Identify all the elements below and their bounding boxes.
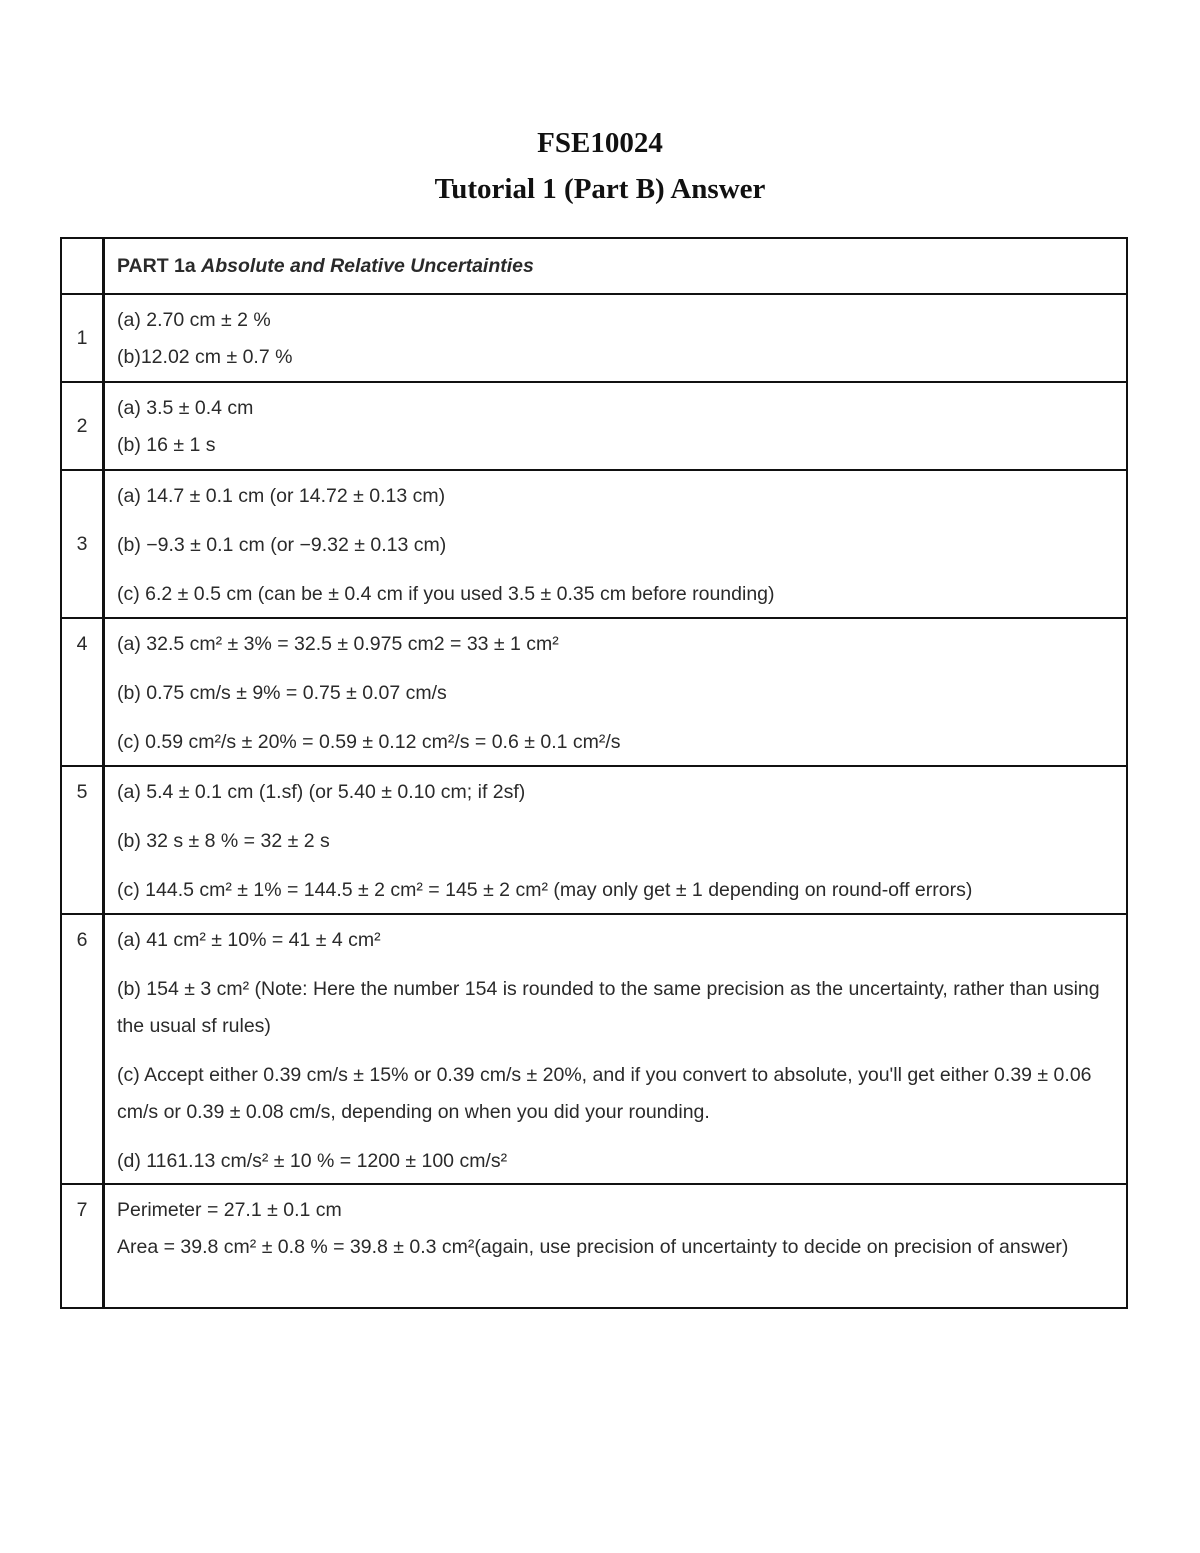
row-content-cell: [104, 1184, 1128, 1308]
answer-line: Area = 39.8 cm² ± 0.8 % = 39.8 ± 0.3 cm²(again, use precision of uncertainty to decide on precision of answer): [117, 1236, 1069, 1258]
answer-line: (b) 32 s ± 8 % = 32 ± 2 s: [117, 830, 330, 852]
row-number: 3: [76, 532, 88, 555]
answer-line: (a) 14.7 ± 0.1 cm (or 14.72 ± 0.13 cm): [117, 485, 446, 507]
answer-line: (c) 6.2 ± 0.5 cm (can be ± 0.4 cm if you used 3.5 ± 0.35 cm before rounding): [117, 583, 775, 605]
tutorial-title: Tutorial 1 (Part B) Answer: [434, 173, 766, 205]
answer-line: (a) 5.4 ± 0.1 cm (1.sf) (or 5.40 ± 0.10 cm; if 2sf): [117, 781, 526, 803]
row-number-cell: [61, 294, 104, 382]
answer-line: (c) Accept either 0.39 cm/s ± 15% or 0.39 cm/s ± 20%, and if you convert to absolute, you'll get either 0.39 ± 0.06 cm/s or 0.39 ± 0.08 cm/s, depending on when you did your rounding.: [117, 1064, 1092, 1123]
document-title: [0, 120, 1200, 212]
header-number-cell: [61, 238, 104, 294]
row-number-cell: [61, 914, 104, 1184]
row-number-cell: [61, 1184, 104, 1308]
row-number-cell: [61, 470, 104, 618]
answer-line: (a) 3.5 ± 0.4 cm: [117, 397, 254, 419]
answer-line: (b) 154 ± 3 cm² (Note: Here the number 154 is rounded to the same precision as the uncertainty, rather than using the usual sf rules): [117, 978, 1100, 1037]
header-content-cell: [104, 238, 1128, 294]
row-content-cell: [104, 470, 1128, 618]
table-row: [61, 914, 1127, 1184]
table-row: [61, 470, 1127, 618]
answer-line: (a) 32.5 cm² ± 3% = 32.5 ± 0.975 cm2 = 33 ± 1 cm²: [117, 633, 559, 655]
answer-line: (c) 0.59 cm²/s ± 20% = 0.59 ± 0.12 cm²/s = 0.6 ± 0.1 cm²/s: [117, 731, 621, 753]
answer-line: (b)12.02 cm ± 0.7 %: [117, 346, 293, 368]
row-content-cell: [104, 766, 1128, 914]
answer-line: (c) 144.5 cm² ± 1% = 144.5 ± 2 cm² = 145 ± 2 cm² (may only get ± 1 depending on round-off errors): [117, 879, 973, 901]
answer-line: (d) 1161.13 cm/s² ± 10 % = 1200 ± 100 cm/s²: [117, 1150, 508, 1172]
answer-line: (b) 0.75 cm/s ± 9% = 0.75 ± 0.07 cm/s: [117, 682, 447, 704]
row-content-cell: [104, 618, 1128, 766]
row-number: 4: [76, 633, 88, 655]
answer-line: (a) 41 cm² ± 10% = 41 ± 4 cm²: [117, 929, 381, 951]
row-number: 6: [76, 929, 88, 951]
row-number: 2: [76, 414, 88, 437]
part-label: PART 1a: [117, 255, 196, 277]
row-content-cell: [104, 914, 1128, 1184]
row-number: 7: [76, 1199, 88, 1221]
answers-table: [60, 237, 1128, 1309]
table-header-row: [61, 238, 1127, 294]
row-number: 1: [76, 326, 88, 349]
table-row: [61, 294, 1127, 382]
table-row: [61, 618, 1127, 766]
part-title: Absolute and Relative Uncertainties: [201, 255, 534, 277]
row-number-cell: [61, 382, 104, 470]
course-code: FSE10024: [537, 127, 663, 159]
row-content-cell: [104, 382, 1128, 470]
part-heading: [117, 239, 1118, 293]
answer-line: Perimeter = 27.1 ± 0.1 cm: [117, 1199, 342, 1221]
table-row: [61, 766, 1127, 914]
table-row: [61, 382, 1127, 470]
answer-line: (a) 2.70 cm ± 2 %: [117, 309, 271, 331]
row-number-cell: [61, 618, 104, 766]
row-content-cell: [104, 294, 1128, 382]
row-number-cell: [61, 766, 104, 914]
answer-line: (b) 16 ± 1 s: [117, 434, 216, 456]
row-number: 5: [76, 781, 88, 803]
table-row: [61, 1184, 1127, 1308]
answer-line: (b) −9.3 ± 0.1 cm (or −9.32 ± 0.13 cm): [117, 534, 447, 556]
